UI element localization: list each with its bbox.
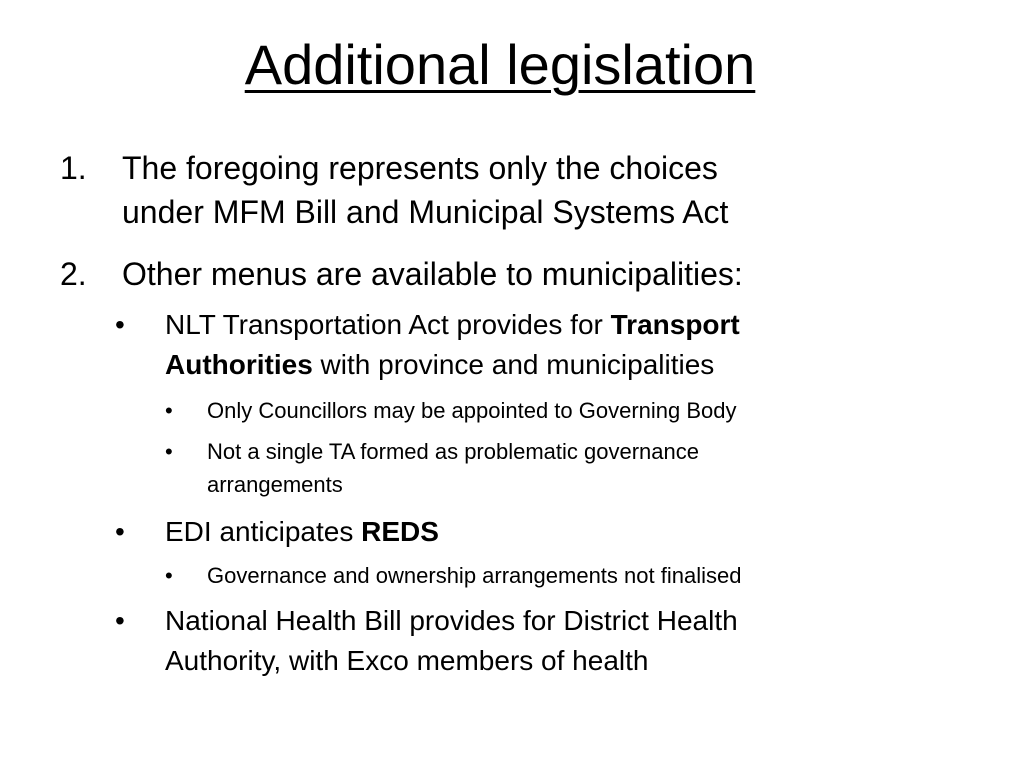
item-text-line: Authority, with Exco members of health xyxy=(165,645,649,676)
list-number: 1. xyxy=(60,150,87,186)
item-text: Only Councillors may be appointed to Governing Body xyxy=(207,398,737,423)
bullet-item-no-ta-formed xyxy=(165,435,699,501)
item-text: Other menus are available to municipalities: xyxy=(122,256,743,292)
item-text xyxy=(165,512,439,552)
item-text xyxy=(165,305,740,385)
bullet-icon: • xyxy=(115,605,125,636)
bullet-item-governance xyxy=(165,559,741,592)
bullet-icon: • xyxy=(165,563,173,588)
bullet-icon: • xyxy=(165,439,173,464)
item-text-plain: with province and municipalities xyxy=(312,349,715,380)
bullet-item-nlt-act xyxy=(115,305,740,385)
item-text xyxy=(207,435,699,501)
bullet-item-edi xyxy=(115,512,439,552)
bullet-icon: • xyxy=(165,398,173,423)
bullet-item-health-bill xyxy=(115,601,738,681)
item-text-line: under MFM Bill and Municipal Systems Act xyxy=(122,194,729,230)
item-text-line: arrangements xyxy=(207,472,343,497)
item-text-bold: REDS xyxy=(361,516,439,547)
item-text-line: Not a single TA formed as problematic governance xyxy=(207,439,700,464)
slide-title: Additional legislation xyxy=(244,33,756,96)
bullet-icon: • xyxy=(115,309,125,340)
item-text-bold: Transport xyxy=(610,309,740,340)
item-text xyxy=(165,601,738,681)
item-text-line: The foregoing represents only the choices xyxy=(122,150,718,186)
numbered-item-2 xyxy=(60,252,743,296)
item-text: Governance and ownership arrangements not finalised xyxy=(207,563,742,588)
item-text xyxy=(122,146,728,234)
item-text-plain: EDI anticipates xyxy=(165,516,362,547)
numbered-item-1 xyxy=(60,146,728,234)
item-text-plain: NLT Transportation Act provides for xyxy=(165,309,611,340)
item-text-bold: Authorities xyxy=(165,349,313,380)
bullet-item-councillors xyxy=(165,394,737,427)
item-text-line: National Health Bill provides for District Health xyxy=(165,605,738,636)
list-number: 2. xyxy=(60,256,87,292)
bullet-icon: • xyxy=(115,516,125,547)
